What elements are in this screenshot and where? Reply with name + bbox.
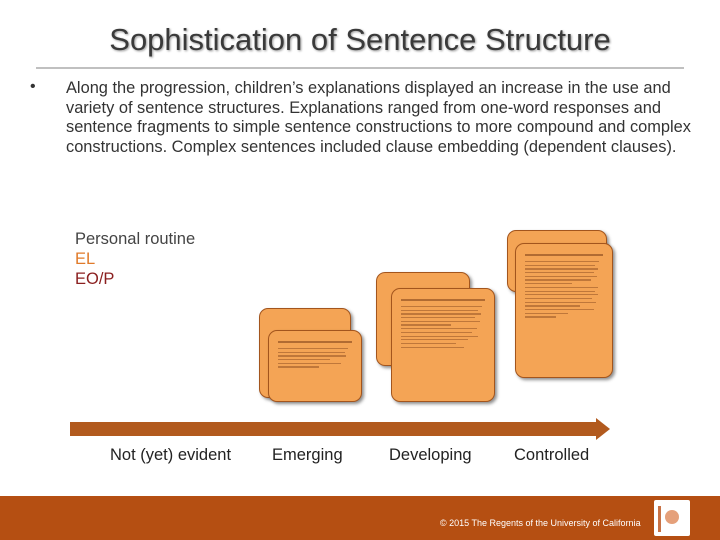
legend-eop: EO/P <box>75 270 115 288</box>
developing-card-front <box>391 288 495 402</box>
stage-emerging: Emerging <box>272 446 343 464</box>
legend-el: EL <box>75 250 96 268</box>
slide-title: Sophistication of Sentence Structure <box>109 22 611 57</box>
emerging-card-front <box>268 330 362 402</box>
body-paragraph: Along the progression, children’s explanations displayed an increase in the use and variety of sentence structures. Explanations ranged from one-word responses and sentence fragments to simple sentence constructions to more compound and complex constructions. Complex sentences included clause embedding (dependent clauses). <box>66 79 691 156</box>
stage-controlled: Controlled <box>514 446 590 464</box>
progression-arrow-shaft <box>70 422 598 436</box>
progression-arrow-head <box>596 418 610 440</box>
copyright-text: © 2015 The Regents of the University of California <box>440 518 641 528</box>
title-divider <box>36 67 684 69</box>
stage-not-yet-evident: Not (yet) evident <box>110 446 232 464</box>
logo-icon <box>654 500 690 536</box>
legend-personal-routine: Personal routine <box>75 230 196 248</box>
controlled-card-front <box>515 243 613 378</box>
stage-developing: Developing <box>389 446 472 464</box>
bullet-marker: • <box>30 78 36 95</box>
legend <box>75 229 195 289</box>
